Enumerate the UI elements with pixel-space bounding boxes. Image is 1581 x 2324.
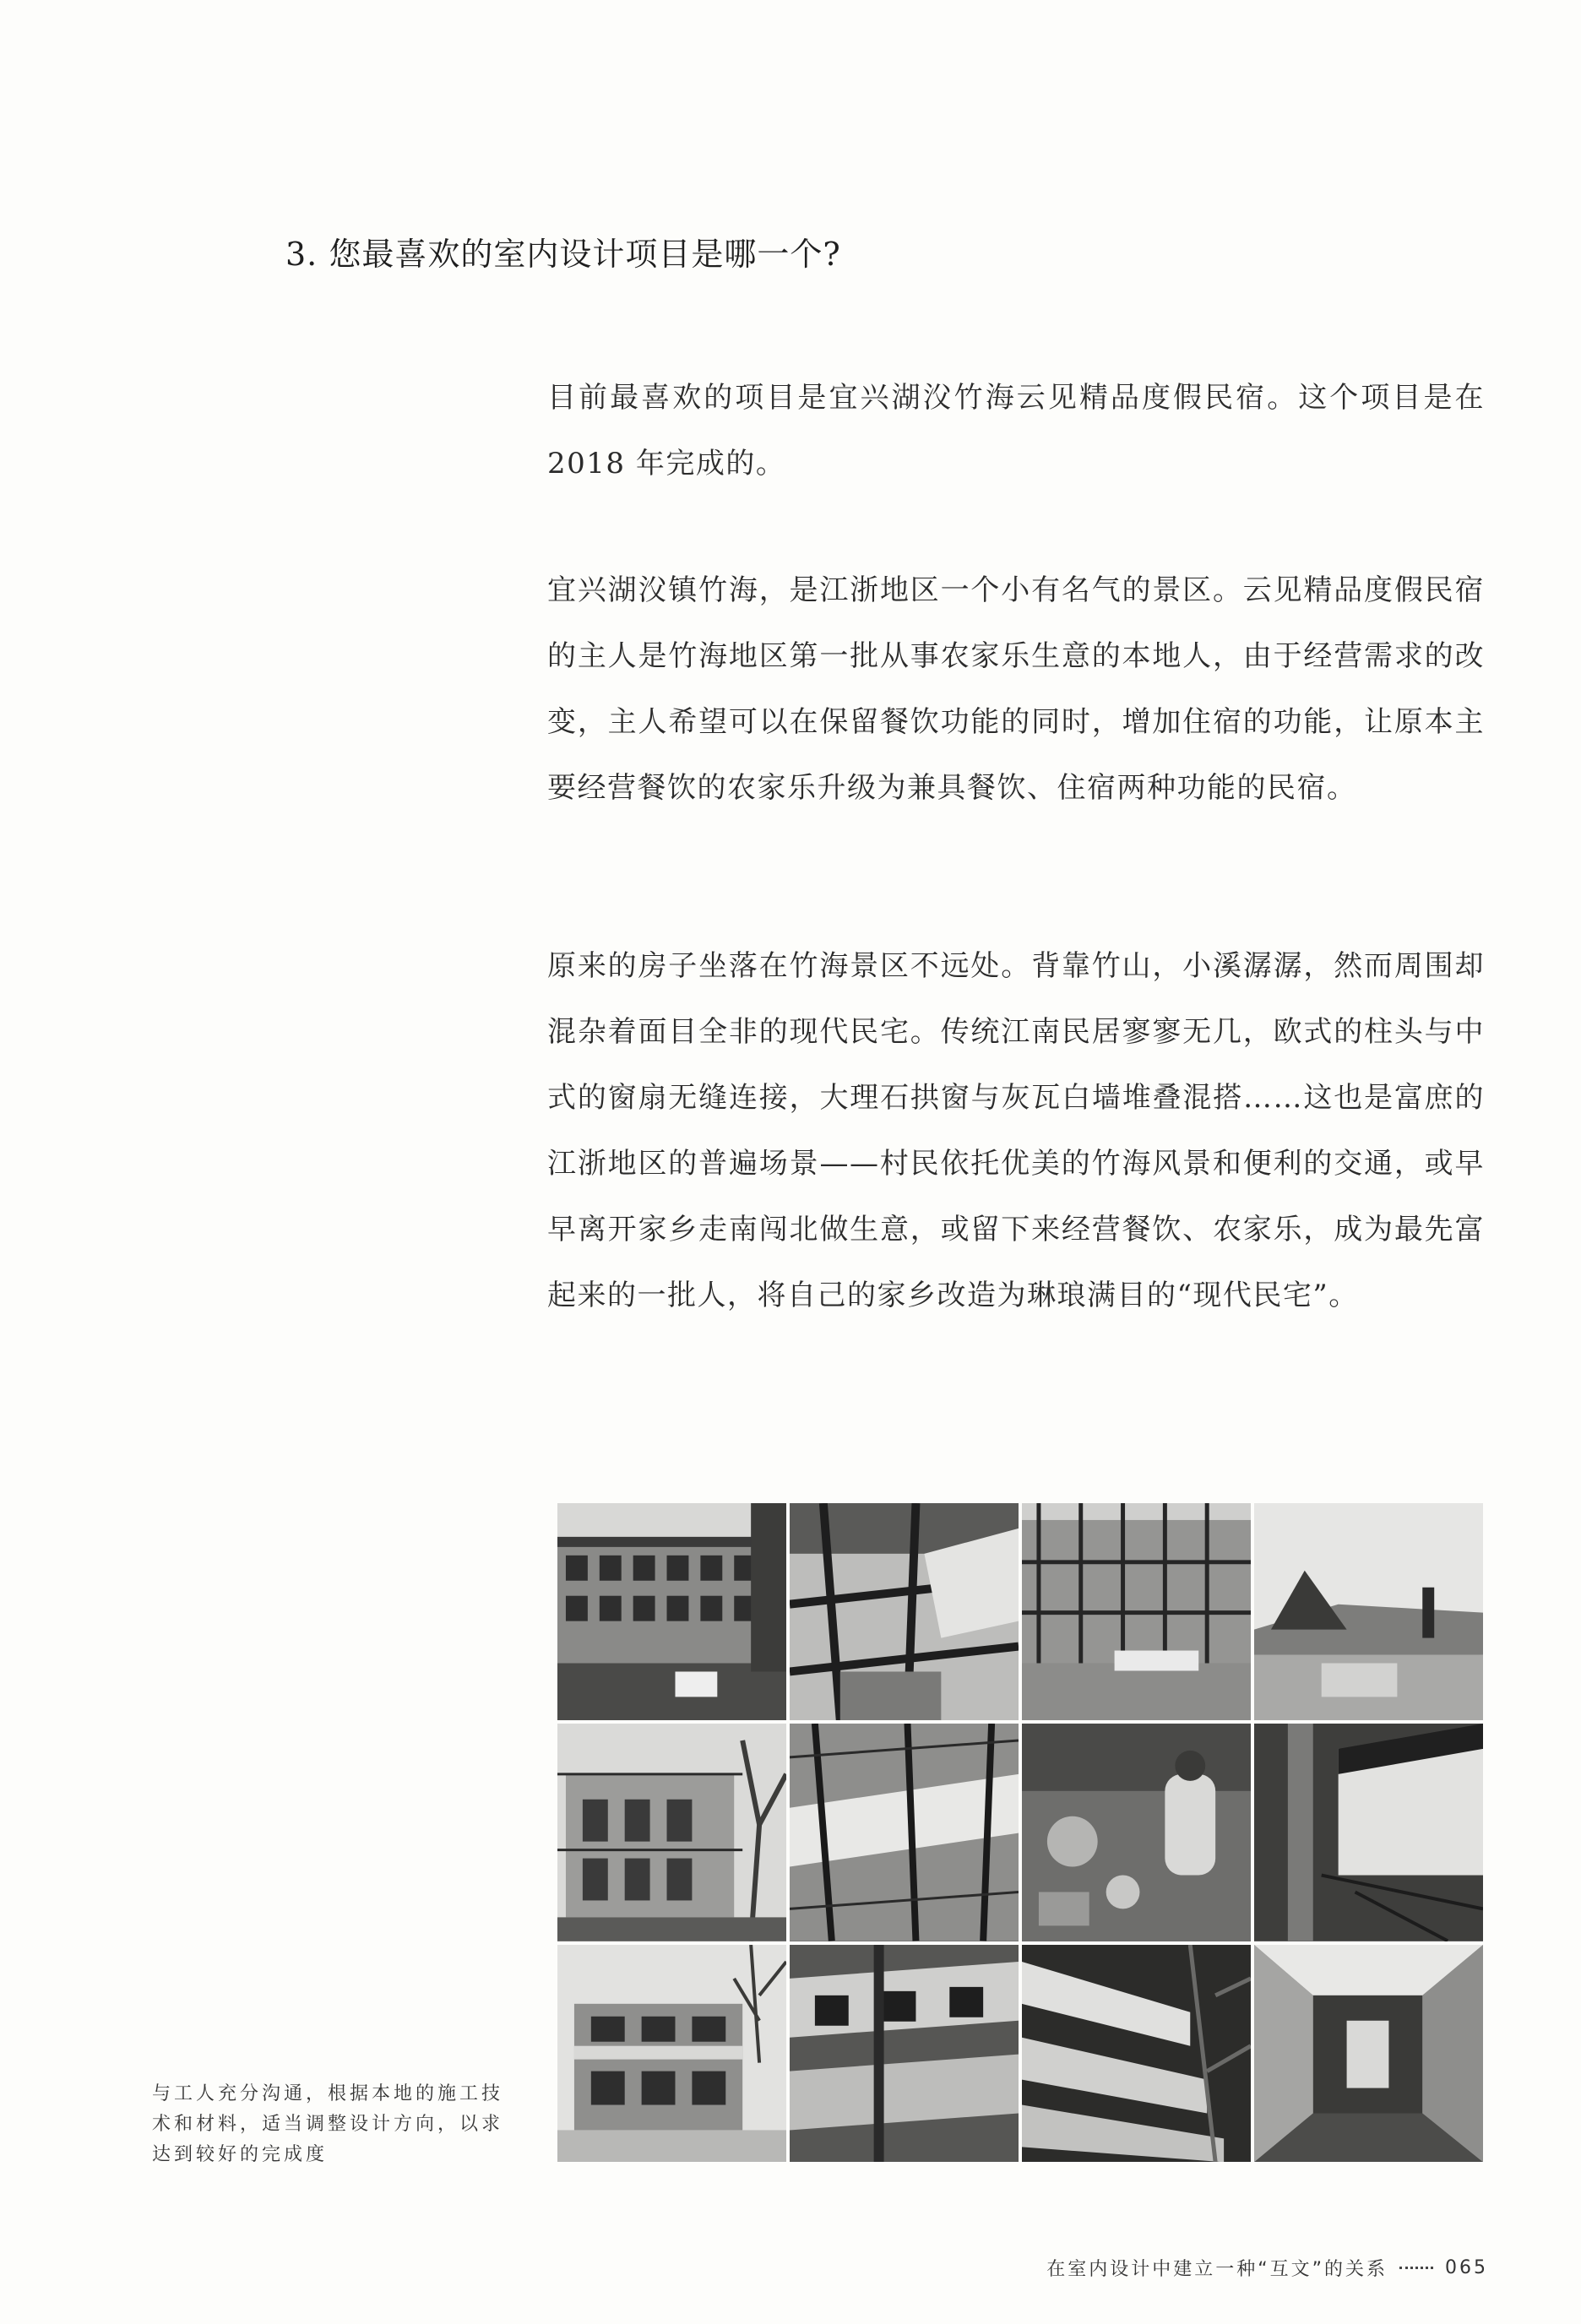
construction-photo-collage bbox=[557, 1503, 1483, 2162]
page-footer bbox=[1046, 2255, 1488, 2281]
paragraph-context: 原来的房子坐落在竹海景区不远处。背靠竹山，小溪潺潺，然而周围却混杂着面目全非的现代民宅。传统江南民居寥寥无几，欧式的柱头与中式的窗扇无缝连接，大理石拱窗与灰瓦白墙堆叠混搭……这也是富庶的江浙地区的普遍场景——村民依托优美的竹海风景和便利的交通，或早早离开家乡走南闯北做生意，或留下来经营餐饮、农家乐，成为最先富起来的一批人，将自己的家乡改造为琳琅满目的“现代民宅”。 bbox=[547, 949, 1485, 1312]
question-heading: 3. 您最喜欢的室内设计项目是哪一个? bbox=[285, 236, 841, 273]
paragraph-background: 宜兴湖㳇镇竹海，是江浙地区一个小有名气的景区。云见精品度假民宿的主人是竹海地区第一批从事农家乐生意的本地人，由于经营需求的改变，主人希望可以在保留餐饮功能的同时，增加住宿的功能，让原本主要经营餐饮的农家乐升级为兼具餐饮、住宿两种功能的民宿。 bbox=[547, 573, 1485, 805]
running-title: 在室内设计中建立一种“互文”的关系 bbox=[1046, 2259, 1388, 2280]
construction-photo-rooftop-workers bbox=[1254, 1503, 1483, 1720]
construction-photo-interior-demolition bbox=[1254, 1724, 1483, 1941]
photo-caption: 与工人充分沟通，根据本地的施工技术和材料，适当调整设计方向，以求达到较好的完成度 bbox=[152, 2083, 504, 2165]
construction-photo-corridor bbox=[1254, 1945, 1483, 2162]
construction-photo-steel-beams bbox=[790, 1724, 1019, 1941]
construction-photo-worker-crouching bbox=[1022, 1724, 1251, 1941]
construction-photo-angled-balconies bbox=[1022, 1945, 1251, 2162]
construction-photo-building-exterior bbox=[557, 1503, 786, 1720]
construction-photo-scaffolding bbox=[1022, 1503, 1251, 1720]
construction-photo-scaffold-facade bbox=[557, 1724, 786, 1941]
footer-divider bbox=[1399, 2267, 1433, 2269]
construction-photo-steel-frame bbox=[790, 1503, 1019, 1720]
page-number: 065 bbox=[1445, 2257, 1488, 2278]
paragraph-intro: 目前最喜欢的项目是宜兴湖㳇竹海云见精品度假民宿。这个项目是在 2018 年完成的。 bbox=[547, 381, 1485, 481]
construction-photo-finished-facade bbox=[557, 1945, 786, 2162]
construction-photo-balcony-structure bbox=[790, 1945, 1019, 2162]
